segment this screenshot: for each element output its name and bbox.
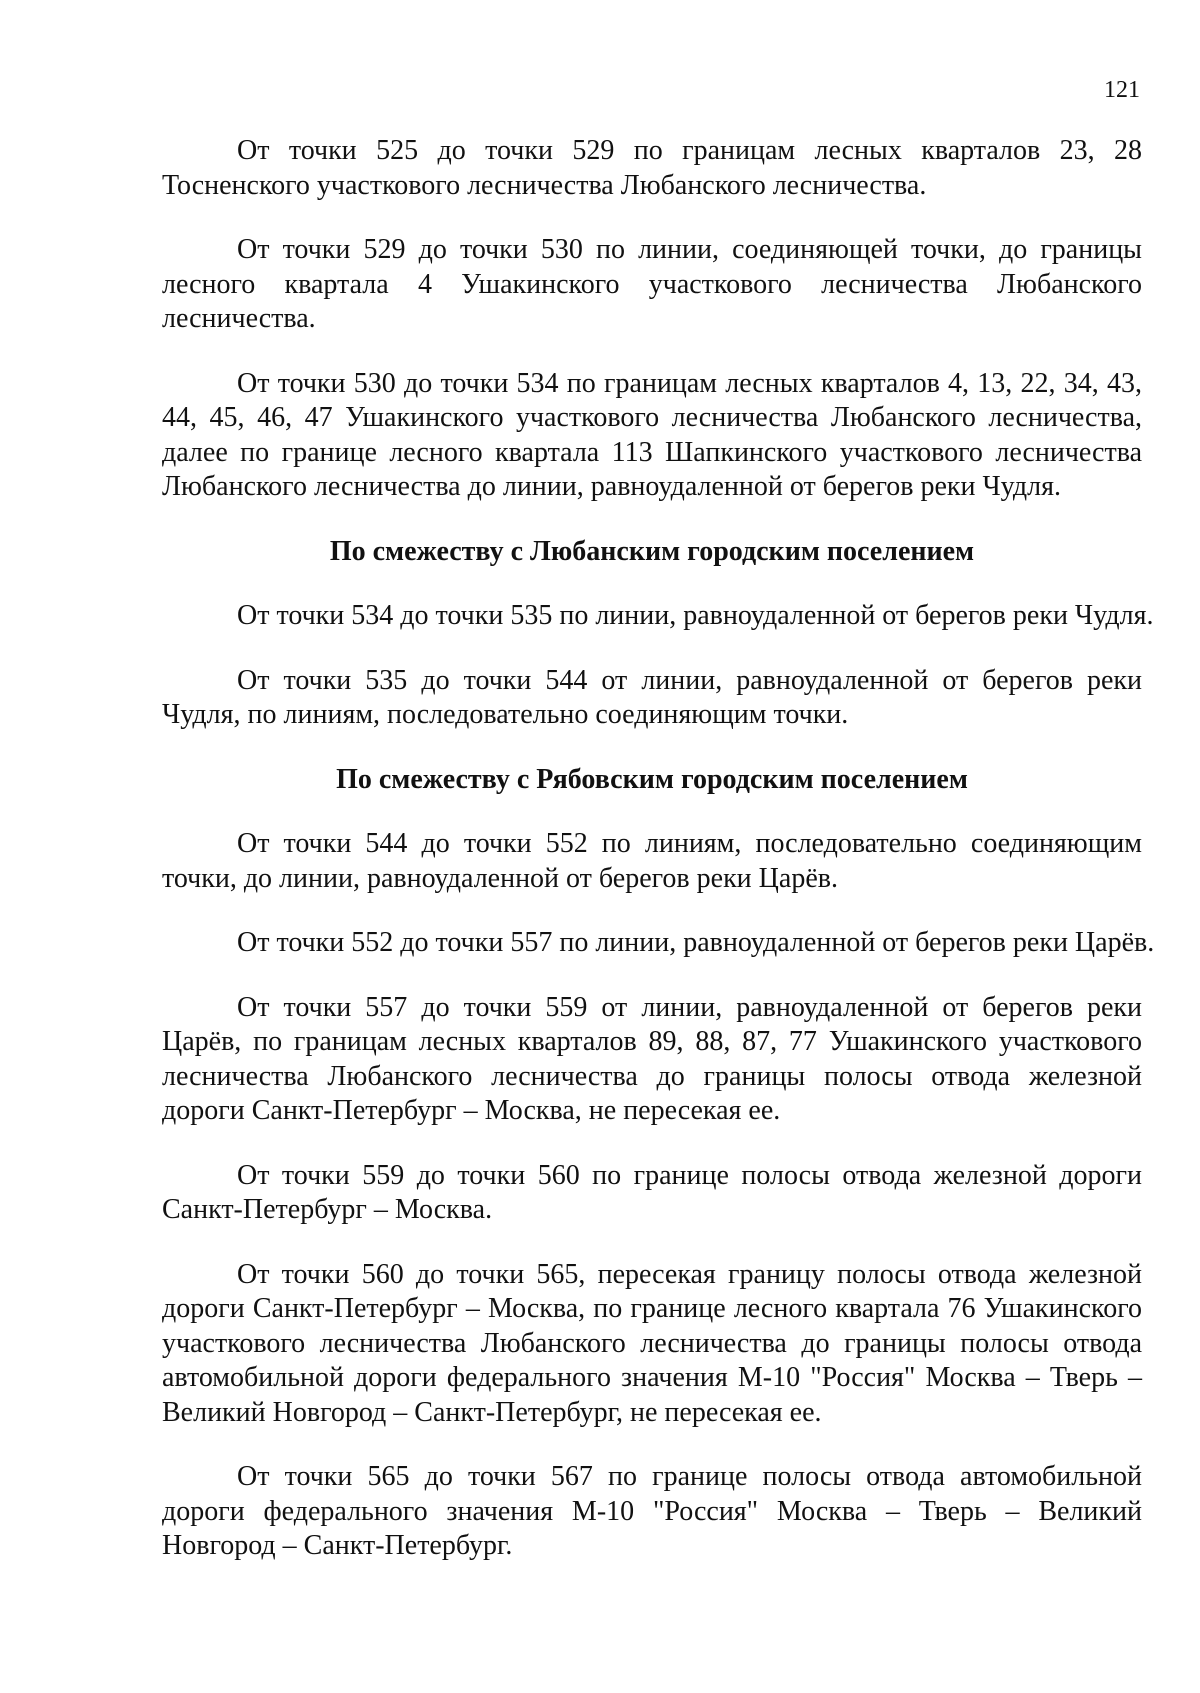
paragraph-4: От точки 534 до точки 535 по линии, равноудаленной от берегов реки Чудля.: [237, 600, 1154, 631]
paragraph-6: От точки 544 до точки 552 по линиям, последовательно соединяющим точки, до линии, равноудаленной от берегов реки Царёв.: [162, 828, 1142, 894]
paragraph-1: От точки 525 до точки 529 по границам лесных кварталов 23, 28 Тосненского участкового лесничества Любанского лесничества.: [162, 135, 1142, 201]
paragraph-2: От точки 529 до точки 530 по линии, соединяющей точки, до границы лесного квартала 4 Ушакинского участкового лесничества Любанского лесничества.: [162, 234, 1142, 334]
section-heading-ryabovo: По смежеству с Рябовским городским поселением: [336, 763, 968, 795]
paragraph-7: От точки 552 до точки 557 по линии, равноудаленной от берегов реки Царёв.: [237, 927, 1155, 958]
page-number: 121: [1104, 77, 1140, 103]
paragraph-10: От точки 560 до точки 565, пересекая границу полосы отвода железной дороги Санкт-Петербург – Москва, по границе лесного квартала 76 Ушакинского участкового лесничества Любанского лесничества до границы полосы отвода автомобильной дороги федерального значения М-10 "Россия" Москва – Тверь – Великий Новгород – Санкт-Петербург, не пересекая ее.: [162, 1258, 1142, 1428]
paragraph-5: От точки 535 до точки 544 от линии, равноудаленной от берегов реки Чудля, по линиям, последовательно соединяющим точки.: [162, 664, 1142, 730]
document-body: [162, 134, 1155, 1594]
section-heading-luban: По смежеству с Любанским городским поселением: [329, 535, 975, 567]
paragraph-8: От точки 557 до точки 559 от линии, равноудаленной от берегов реки Царёв, по границам лесных кварталов 89, 88, 87, 77 Ушакинского участкового лесничества Любанского лесничества до границы полосы отвода железной дороги Санкт-Петербург – Москва, не пересекая ее.: [162, 991, 1142, 1126]
paragraph-9: От точки 559 до точки 560 по границе полосы отвода железной дороги Санкт-Петербург – Москва.: [162, 1159, 1142, 1225]
paragraph-11: От точки 565 до точки 567 по границе полосы отвода автомобильной дороги федерального значения М-10 "Россия" Москва – Тверь – Великий Новгород – Санкт-Петербург.: [162, 1461, 1142, 1561]
paragraph-3: От точки 530 до точки 534 по границам лесных кварталов 4, 13, 22, 34, 43, 44, 45, 46, 47 Ушакинского участкового лесничества Любанского лесничества, далее по границе лесного квартала 113 Шапкинского участкового лесничества Любанского лесничества до линии, равноудаленной от берегов реки Чудля.: [162, 367, 1142, 502]
